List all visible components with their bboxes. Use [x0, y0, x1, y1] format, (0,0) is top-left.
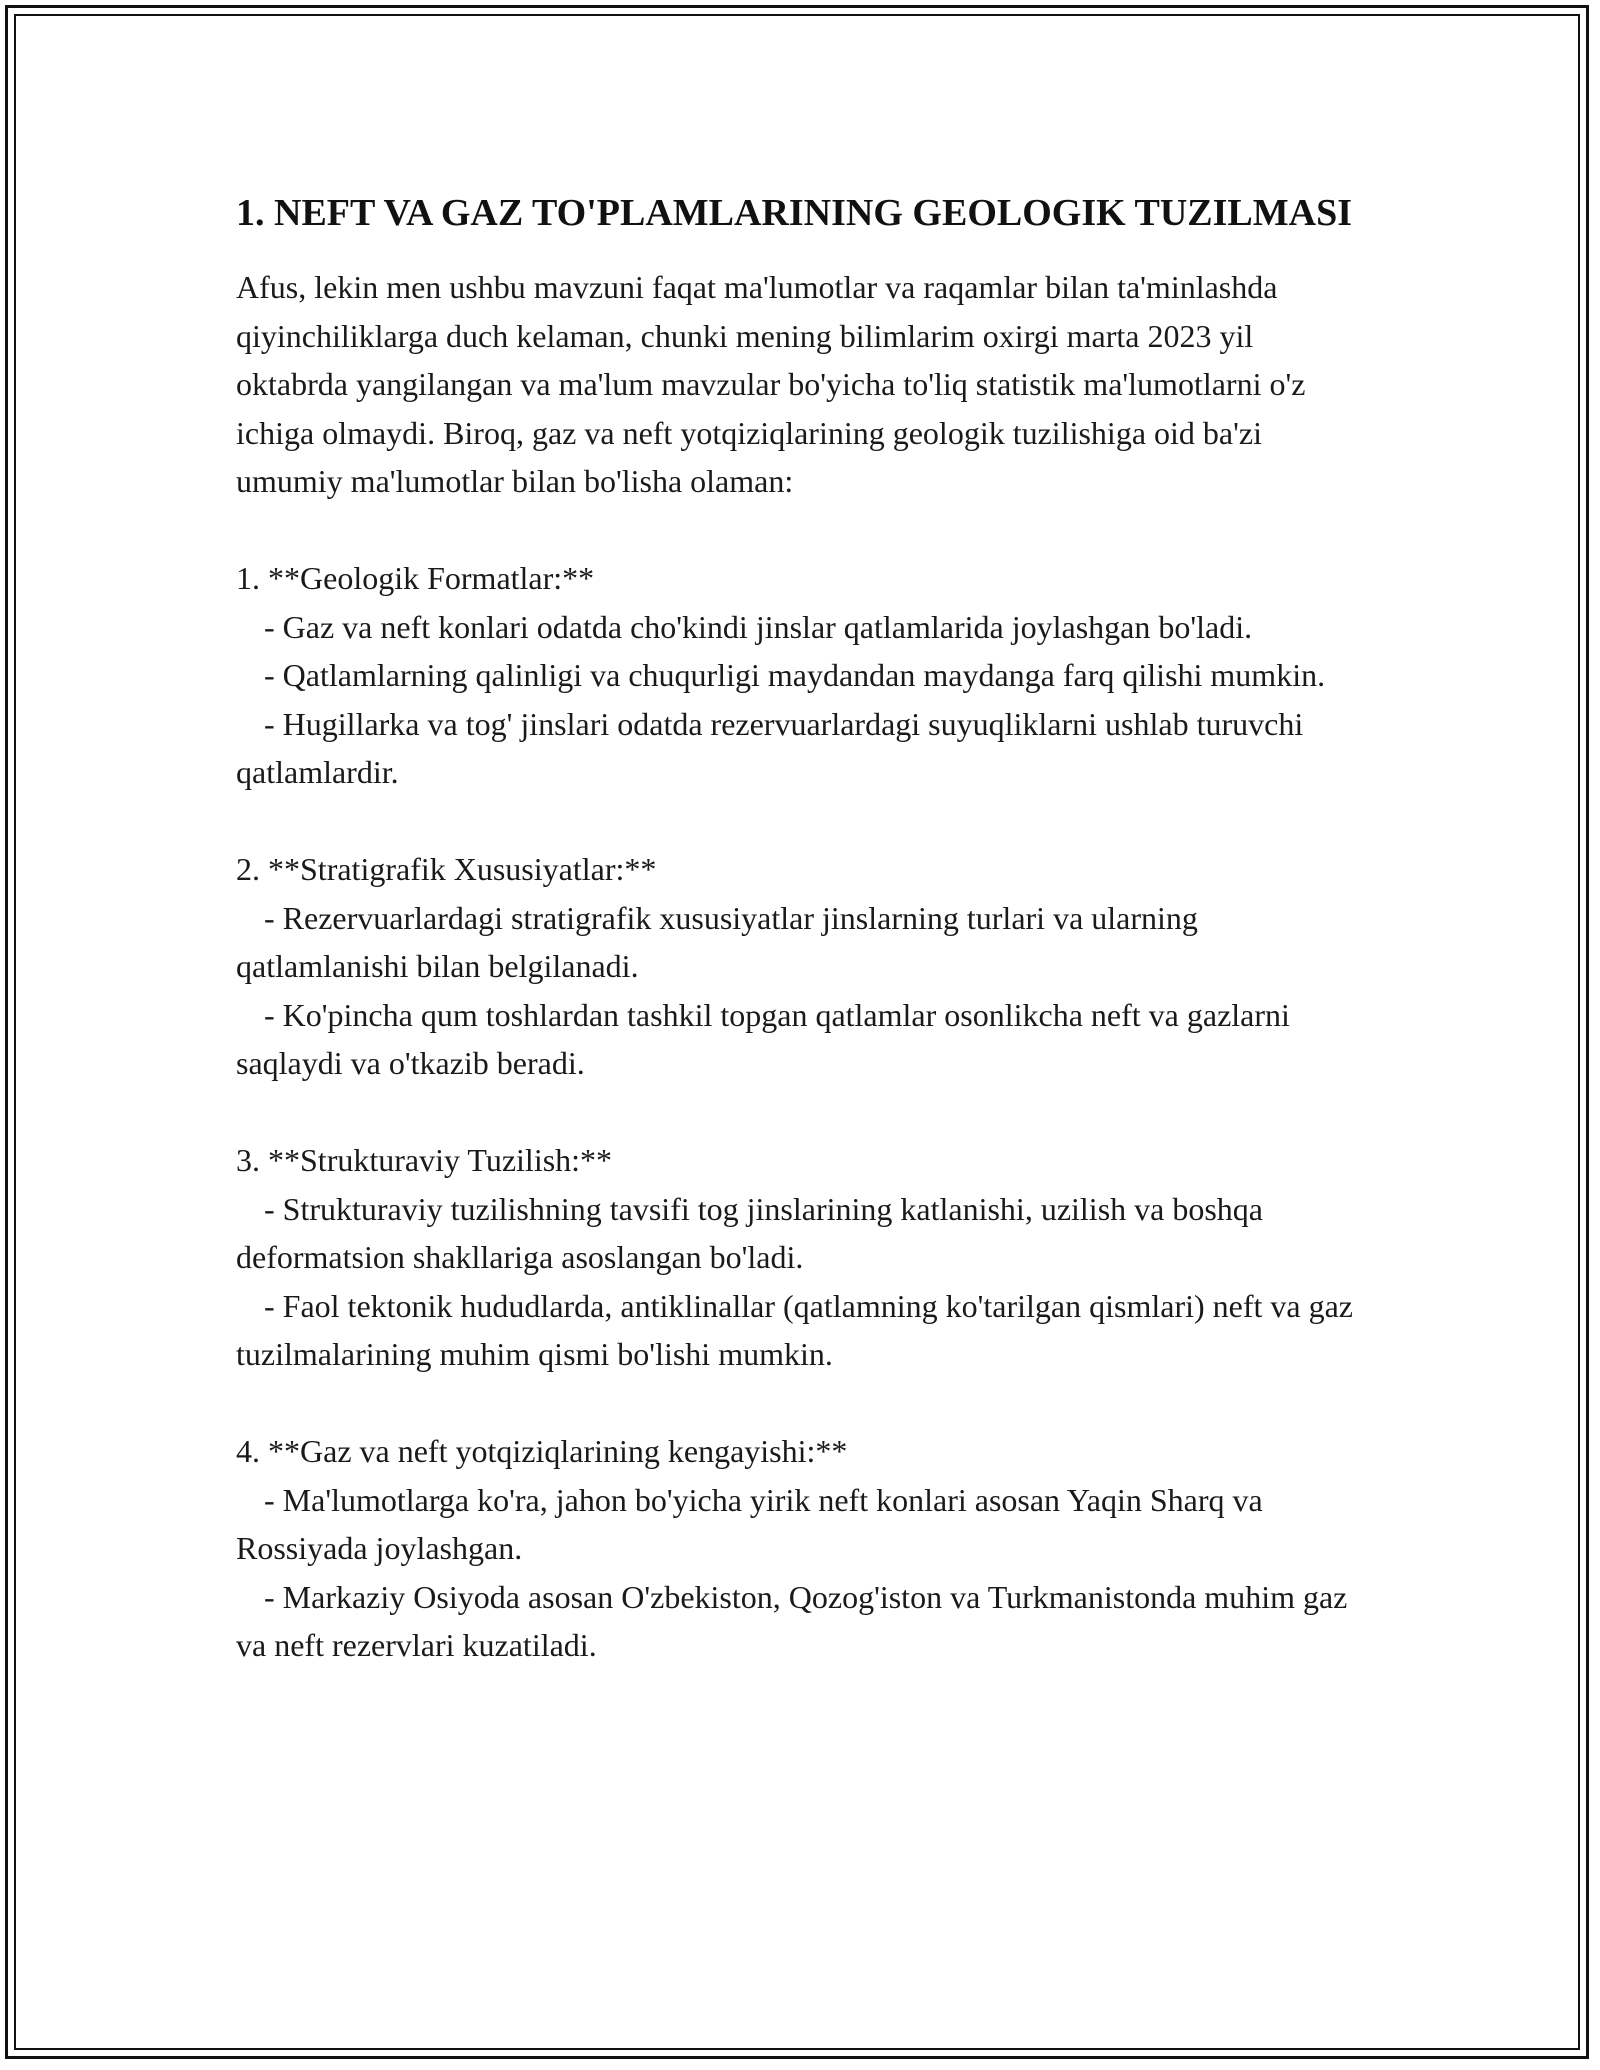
section-heading: 3. **Strukturaviy Tuzilish:**	[236, 1142, 613, 1178]
spacer	[236, 1379, 1376, 1428]
section-heading: 4. **Gaz va neft yotqiziqlarining kengayishi:**	[236, 1433, 848, 1469]
section-heading: 1. **Geologik Formatlar:**	[236, 560, 595, 596]
bullet-item: - Ko'pincha qum toshlardan tashkil topgan qatlamlar osonlikcha neft va gazlarni saqlaydi va o'tkazib beradi.	[236, 996, 1290, 1081]
document-title: 1. NEFT VA GAZ TO'PLAMLARINING GEOLOGIK TUZILMASI	[236, 192, 1352, 234]
document-body	[236, 186, 1376, 1670]
bullet-item: - Faol tektonik hududlarda, antiklinallar (qatlamning ko'tarilgan qismlari) neft va gaz tuzilmalarining muhim qismi bo'lishi mumkin.	[236, 1287, 1353, 1372]
intro-paragraph: Afus, lekin men ushbu mavzuni faqat ma'lumotlar va raqamlar bilan ta'minlashda qiyinchiliklarga duch kelaman, chunki mening bilimlarim oxirgi marta 2023 yil oktabrda yangilangan va ma'lum mavzular bo'yicha to'liq statistik ma'lumotlarni o'z ichiga olmaydi. Biroq, gaz va neft yotqiziqlarining geologik tuzilishiga oid ba'zi umumiy ma'lumotlar bilan bo'lisha olaman:	[236, 269, 1314, 499]
bullet-item: - Gaz va neft konlari odatda cho'kindi jinslar qatlamlarida joylashgan bo'ladi.	[264, 608, 1253, 645]
bullet-item: - Markaziy Osiyoda asosan O'zbekiston, Qozog'iston va Turkmanistonda muhim gaz va neft rezervlari kuzatiladi.	[236, 1578, 1348, 1663]
bullet-item: - Rezervuarlardagi stratigrafik xususiyatlar jinslarning turlari va ularning qatlamlanishi bilan belgilanadi.	[236, 899, 1198, 984]
bullet-item: - Hugillarka va tog' jinslari odatda rezervuarlardagi suyuqliklarni ushlab turuvchi qatlamlardir.	[236, 705, 1304, 790]
section-yotqiziqlar-kengayishi	[236, 1427, 1376, 1670]
bullet-item: - Ma'lumotlarga ko'ra, jahon bo'yicha yirik neft konlari asosan Yaqin Sharq va Rossiyada joylashgan.	[236, 1481, 1263, 1566]
section-strukturaviy-tuzilish	[236, 1136, 1376, 1379]
bullet-item: - Qatlamlarning qalinligi va chuqurligi maydandan maydanga farq qilishi mumkin.	[264, 657, 1326, 693]
section-heading: 2. **Stratigrafik Xususiyatlar:**	[236, 851, 657, 887]
bullet-item: - Strukturaviy tuzilishning tavsifi tog jinslarining katlanishi, uzilish va boshqa deformatsion shakllariga asoslangan bo'ladi.	[236, 1190, 1263, 1275]
spacer	[236, 797, 1376, 846]
section-stratigrafik-xususiyatlar	[236, 845, 1376, 1088]
section-geologik-formatlar	[236, 554, 1376, 797]
spacer	[236, 1088, 1376, 1137]
spacer	[236, 506, 1376, 555]
